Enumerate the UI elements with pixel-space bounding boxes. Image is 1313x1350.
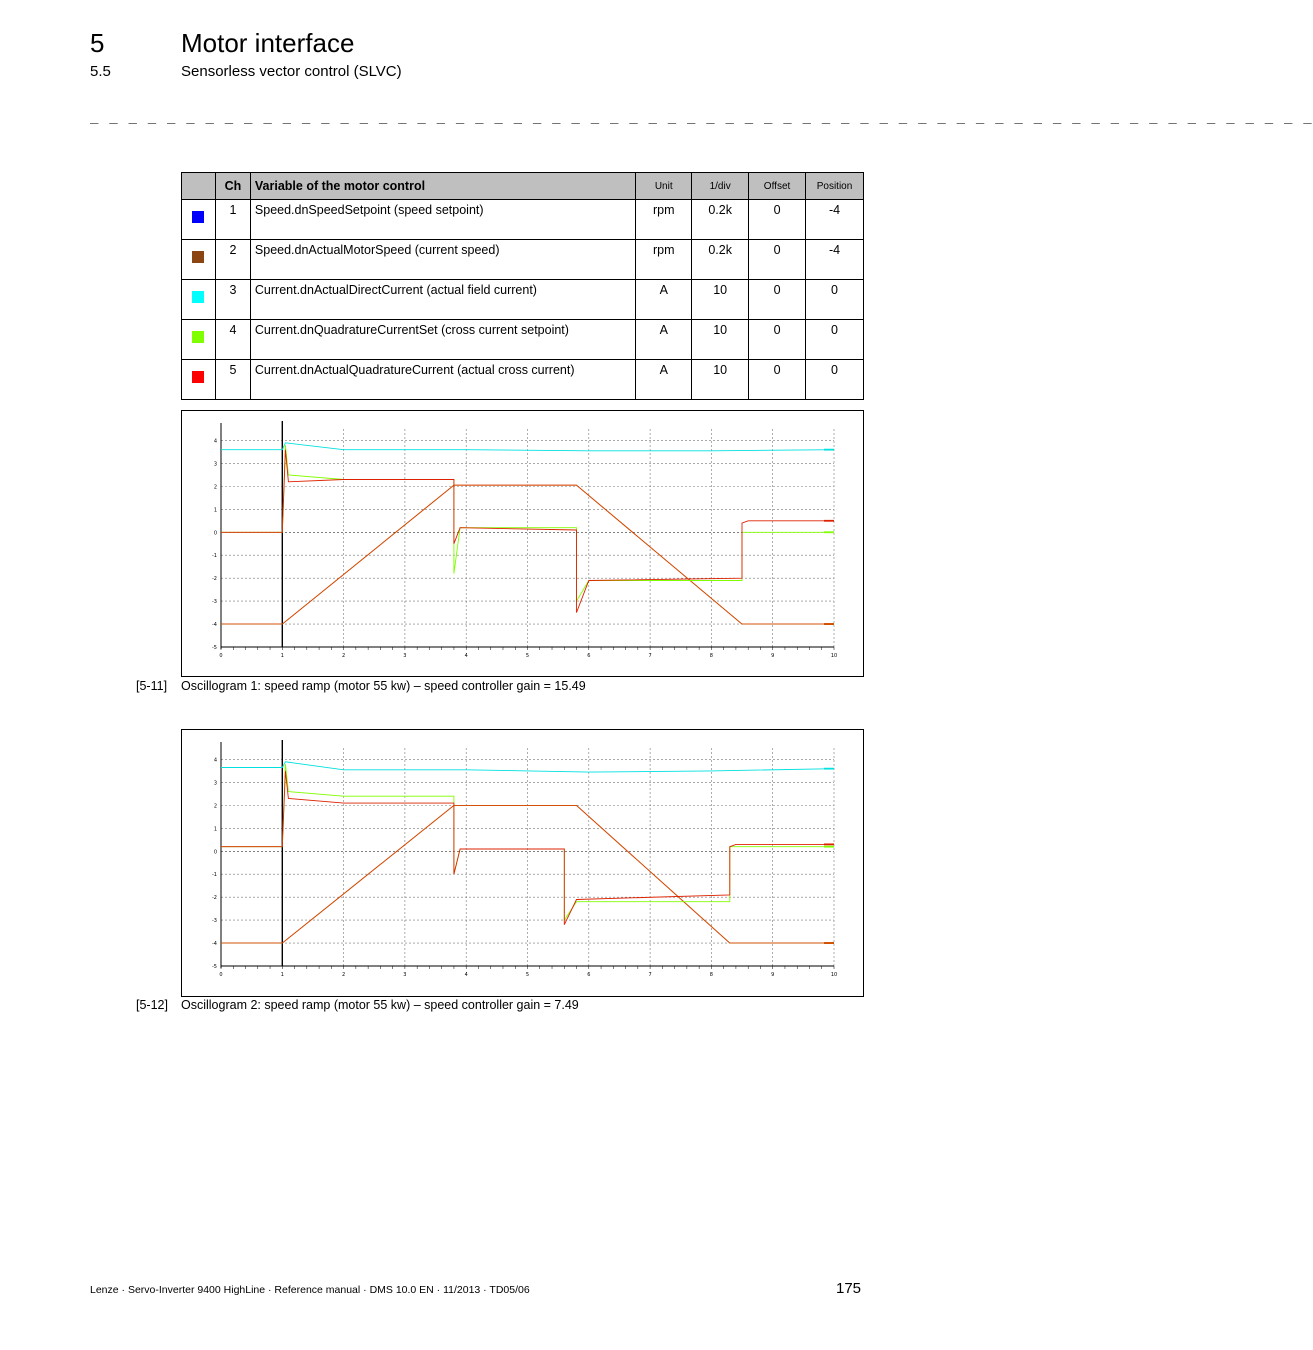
y-tick-label: 2 xyxy=(213,803,217,810)
x-tick-label: 9 xyxy=(771,653,775,659)
variable-cell: Current.dnActualDirectCurrent (actual field current) xyxy=(250,280,635,320)
y-tick-label: 4 xyxy=(213,438,217,445)
ch-header: Ch xyxy=(215,173,250,200)
offset-cell: 0 xyxy=(749,320,806,360)
color-swatch-cell xyxy=(182,320,216,360)
div-cell: 10 xyxy=(692,280,749,320)
y-tick-label: 1 xyxy=(213,826,217,833)
unit-cell: A xyxy=(636,320,692,360)
table-row xyxy=(182,360,864,400)
x-tick-label: 3 xyxy=(403,653,407,659)
table-row xyxy=(182,200,864,240)
channel-color-swatch xyxy=(192,331,204,343)
y-tick-label: 3 xyxy=(213,461,217,468)
variable-header: Variable of the motor control xyxy=(250,173,635,200)
offset-cell: 0 xyxy=(749,240,806,280)
x-tick-label: 9 xyxy=(771,972,775,978)
position-cell: -4 xyxy=(806,200,864,240)
x-tick-label: 2 xyxy=(342,653,346,659)
ch-cell: 3 xyxy=(215,280,250,320)
x-tick-label: 1 xyxy=(280,972,284,978)
series-line xyxy=(221,762,834,772)
channel-color-swatch xyxy=(192,211,204,223)
oscillogram-2 xyxy=(181,729,864,997)
section-title: Sensorless vector control (SLVC) xyxy=(181,63,402,80)
variable-cell: Speed.dnSpeedSetpoint (speed setpoint) xyxy=(250,200,635,240)
y-tick-label: 1 xyxy=(213,507,217,514)
table-header-row xyxy=(182,173,864,200)
y-tick-label: -4 xyxy=(212,941,217,948)
y-tick-label: 0 xyxy=(213,530,217,537)
color-swatch-cell xyxy=(182,200,216,240)
section-number: 5.5 xyxy=(90,63,111,80)
color-swatch-cell xyxy=(182,280,216,320)
y-tick-label: -3 xyxy=(212,599,217,606)
unit-cell: A xyxy=(636,360,692,400)
position-cell: -4 xyxy=(806,240,864,280)
figure-text-1: Oscillogram 1: speed ramp (motor 55 kw) – speed controller gain = 15.49 xyxy=(181,679,586,693)
unit-cell: A xyxy=(636,280,692,320)
div-cell: 10 xyxy=(692,360,749,400)
ch-cell: 4 xyxy=(215,320,250,360)
div-cell: 0.2k xyxy=(692,240,749,280)
y-tick-label: -1 xyxy=(212,553,217,560)
y-tick-label: -2 xyxy=(212,895,217,902)
chapter-title: Motor interface xyxy=(181,28,355,58)
x-tick-label: 10 xyxy=(830,653,838,659)
x-tick-label: 8 xyxy=(709,972,713,978)
y-tick-label: -5 xyxy=(212,645,217,651)
figure-number-1: [5-11] xyxy=(136,679,168,693)
channel-color-swatch xyxy=(192,371,204,383)
color-swatch-cell xyxy=(182,360,216,400)
ch-cell: 1 xyxy=(215,200,250,240)
div-cell: 10 xyxy=(692,320,749,360)
position-cell: 0 xyxy=(806,320,864,360)
div-cell: 0.2k xyxy=(692,200,749,240)
figure-text-2: Oscillogram 2: speed ramp (motor 55 kw) – speed controller gain = 7.49 xyxy=(181,998,579,1012)
y-tick-label: 0 xyxy=(213,849,217,856)
position-cell: 0 xyxy=(806,280,864,320)
x-tick-label: 5 xyxy=(525,653,530,659)
ch-cell: 2 xyxy=(215,240,250,280)
ch-cell: 5 xyxy=(215,360,250,400)
offset-cell: 0 xyxy=(749,280,806,320)
offset-cell: 0 xyxy=(749,360,806,400)
page-number: 175 xyxy=(836,1280,862,1297)
x-tick-label: 1 xyxy=(280,653,284,659)
x-tick-label: 0 xyxy=(219,653,223,659)
offset-header: Offset xyxy=(749,173,806,200)
oscillogram-1 xyxy=(181,410,864,677)
y-tick-label: -3 xyxy=(212,918,217,925)
variable-cell: Speed.dnActualMotorSpeed (current speed) xyxy=(250,240,635,280)
x-tick-label: 5 xyxy=(525,972,530,978)
figure-caption-2 xyxy=(136,998,579,1012)
x-tick-label: 3 xyxy=(403,972,407,978)
table-row xyxy=(182,280,864,320)
y-tick-label: 4 xyxy=(213,757,217,764)
figure-caption-1 xyxy=(136,679,586,693)
x-tick-label: 0 xyxy=(219,972,223,978)
x-tick-label: 7 xyxy=(648,972,652,978)
y-tick-label: 3 xyxy=(213,780,217,787)
x-tick-label: 7 xyxy=(648,653,652,659)
unit-cell: rpm xyxy=(636,240,692,280)
y-tick-label: -2 xyxy=(212,576,217,583)
table-row xyxy=(182,320,864,360)
offset-cell: 0 xyxy=(749,200,806,240)
x-tick-label: 6 xyxy=(587,972,591,978)
variable-cell: Current.dnActualQuadratureCurrent (actual cross current) xyxy=(250,360,635,400)
position-header: Position xyxy=(806,173,864,200)
y-tick-label: 2 xyxy=(213,484,217,491)
unit-header: Unit xyxy=(636,173,692,200)
x-tick-label: 2 xyxy=(342,972,346,978)
oscillogram-1-plot xyxy=(182,411,863,676)
color-swatch-cell xyxy=(182,240,216,280)
variable-cell: Current.dnQuadratureCurrentSet (cross current setpoint) xyxy=(250,320,635,360)
chapter-number: 5 xyxy=(90,28,105,58)
y-tick-label: -4 xyxy=(212,622,217,629)
channel-color-swatch xyxy=(192,251,204,263)
x-tick-label: 10 xyxy=(830,972,838,978)
y-tick-label: -1 xyxy=(212,872,217,879)
x-tick-label: 8 xyxy=(709,653,713,659)
unit-cell: rpm xyxy=(636,200,692,240)
channel-color-swatch xyxy=(192,291,204,303)
div-header: 1/div xyxy=(692,173,749,200)
variables-table xyxy=(181,172,864,400)
y-tick-label: -5 xyxy=(212,964,217,970)
oscillogram-2-plot xyxy=(182,730,863,996)
color-header xyxy=(182,173,216,200)
position-cell: 0 xyxy=(806,360,864,400)
table-row xyxy=(182,240,864,280)
x-tick-label: 4 xyxy=(464,972,468,978)
x-tick-label: 4 xyxy=(464,653,468,659)
x-tick-label: 6 xyxy=(587,653,591,659)
footer-text: Lenze · Servo-Inverter 9400 HighLine · Reference manual · DMS 10.0 EN · 11/2013 · TD05/06 xyxy=(90,1284,530,1296)
header-separator: _ _ _ _ _ _ _ _ _ _ _ _ _ _ _ _ _ _ _ _ _ _ _ _ _ _ _ _ _ _ _ _ _ _ _ _ _ _ _ _ _ _ _ _ _ _ _ _ _ _ _ _ _ _ _ _ _ _ _ _ _ _ _ _ xyxy=(90,108,1313,124)
figure-number-2: [5-12] xyxy=(136,998,168,1012)
